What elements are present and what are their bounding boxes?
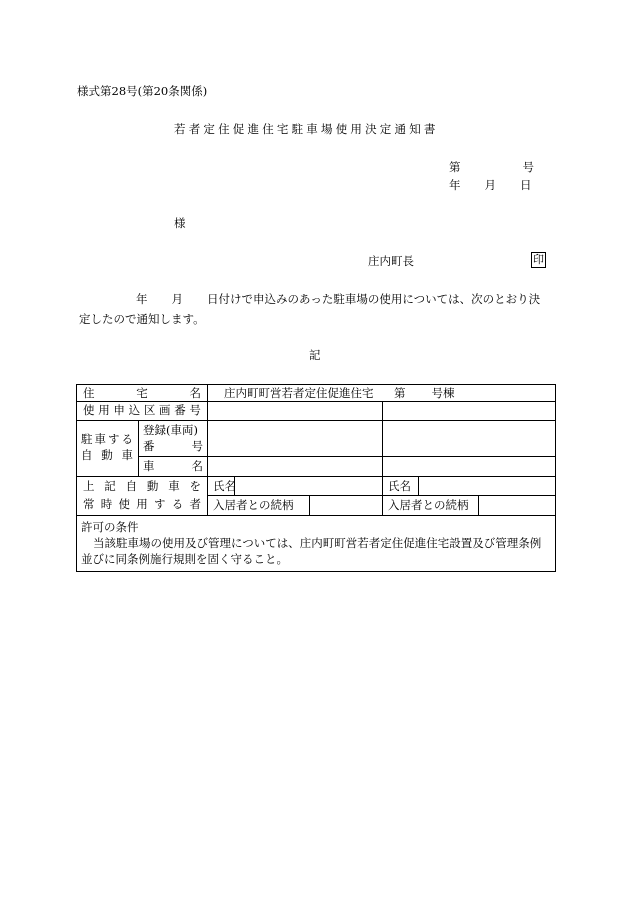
conditions-line-1: 当該駐車場の使用及び管理については、庄内町町営若者定住促進住宅設置及び管理条例 [93,536,542,550]
conditions-title: 許可の条件 [81,520,139,534]
user-label-1: 上 記 自 動 車 を [83,479,201,493]
column-divider [138,420,139,476]
issuer-name: 庄内町長 [368,254,414,268]
relation-label: 入居者との続柄 [388,498,469,512]
details-table [76,384,556,572]
body-line-1 [79,294,540,306]
registration-label-2: 番 号 [143,439,203,453]
form-number: 様式第28号(第20条関係) [77,84,208,98]
addressee-suffix: 様 [174,216,186,230]
column-divider [207,385,208,515]
building-prefix: 第 [394,386,406,400]
address-value: 庄内町町営若者定住促進住宅 [224,386,374,400]
name-label: 氏名 [388,479,411,493]
building-number [394,388,455,400]
column-divider [418,476,419,496]
building-suffix: 号棟 [431,386,455,400]
row-divider [77,420,555,421]
user-label-2: 常 時 使 用 す る 者 [83,497,201,511]
row-divider [207,495,555,496]
number-prefix: 第 [449,160,461,174]
seal-mark: 印 [533,253,544,266]
date-month: 月 [484,178,496,192]
body-year: 年 [136,292,148,306]
date-year: 年 [449,178,461,192]
column-divider [478,495,479,515]
number-suffix: 号 [522,160,534,174]
vehicle-label-1: 駐 車 す る [81,432,133,446]
column-divider [309,495,310,515]
date-day: 日 [520,178,532,192]
conditions-line-2: 並びに同条例施行規則を固く守ること。 [81,552,288,566]
body-line-2: 定したので通知します。 [79,312,205,326]
row-divider [77,515,555,516]
column-divider [382,401,383,515]
row-divider [77,401,555,402]
name-label: 氏名 [213,479,236,493]
ki-heading: 記 [309,348,321,362]
row-divider [77,476,555,477]
address-label: 住 宅 名 [83,386,201,400]
notice-date-line [449,180,532,192]
notice-number-line [449,162,534,174]
document-title: 若者定住促進住宅駐車場使用決定通知書 [174,122,439,136]
car-name-label: 車 名 [143,459,203,473]
row-divider [138,456,555,457]
body-text-1: 日付けで申込みのあった駐車場の使用については、次のとおり決 [207,292,541,306]
registration-label-1: 登録(車両) [143,423,198,437]
lot-label: 使 用 申 込 区 画 番 号 [83,403,201,417]
body-month: 月 [171,292,183,306]
relation-label: 入居者との続柄 [213,498,294,512]
vehicle-label-2: 自 動 車 [81,448,133,462]
